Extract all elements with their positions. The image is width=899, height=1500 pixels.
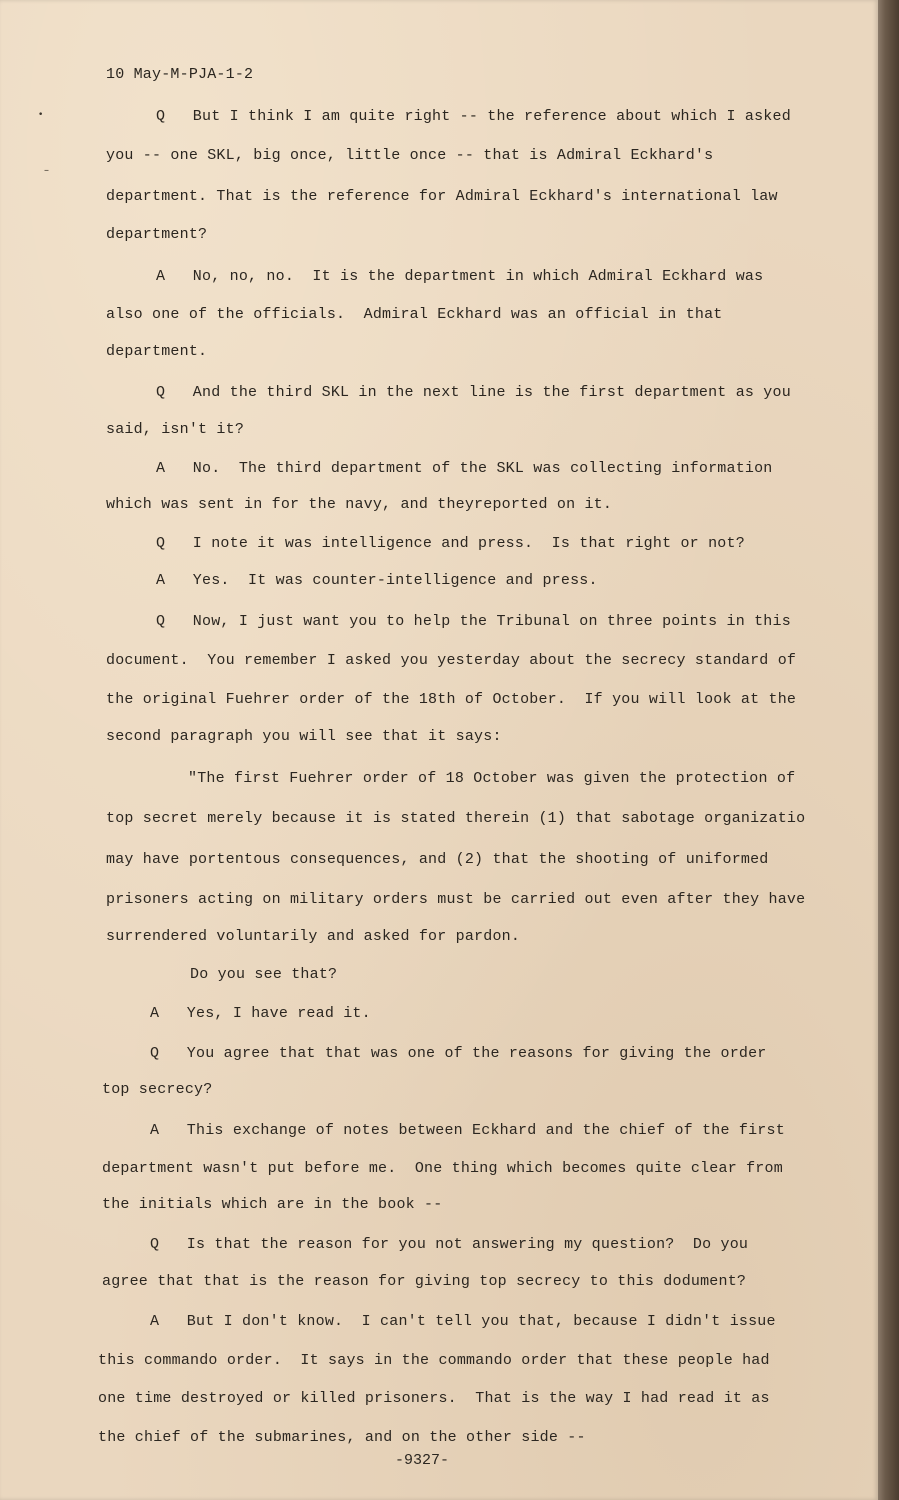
quote-line-1: "The first Fuehrer order of 18 October was given the protection of — [188, 770, 796, 787]
page-edge-shadow — [878, 0, 899, 1500]
text-line-1: Q But I think I am quite right -- the reference about which I asked — [156, 108, 791, 125]
text-line-14: Q Now, I just want you to help the Tribunal on three points in this — [156, 613, 791, 630]
quote-line-5: surrendered voluntarily and asked for pardon. — [106, 928, 521, 945]
margin-mark: • — [38, 110, 44, 120]
text-line-23: Do you see that? — [190, 966, 338, 983]
text-line-33: this commando order. It says in the commando order that these people had — [98, 1352, 770, 1369]
margin-dash: – — [44, 165, 49, 176]
text-line-17: second paragraph you will see that it says: — [106, 728, 502, 745]
text-line-24: A Yes, I have read it. — [150, 1005, 371, 1022]
text-line-7: department. — [106, 343, 208, 360]
quote-line-2: top secret merely because it is stated therein (1) that sabotage organizatio — [106, 810, 806, 827]
text-line-34: one time destroyed or killed prisoners. That is the way I had read it as — [98, 1390, 770, 1407]
text-line-29: the initials which are in the book -- — [102, 1196, 443, 1213]
text-line-30: Q Is that the reason for you not answering my question? Do you — [150, 1236, 749, 1253]
text-line-9: said, isn't it? — [106, 421, 245, 438]
document-reference: 10 May-M-PJA-1-2 — [106, 66, 254, 83]
text-line-5: A No, no, no. It is the department in which Admiral Eckhard was — [156, 268, 764, 285]
text-line-13: A Yes. It was counter-intelligence and press. — [156, 572, 598, 589]
text-line-8: Q And the third SKL in the next line is the first department as you — [156, 384, 791, 401]
text-line-11: which was sent in for the navy, and theyreported on it. — [106, 496, 613, 513]
text-line-25: Q You agree that that was one of the reasons for giving the order — [150, 1045, 767, 1062]
text-line-12: Q I note it was intelligence and press. Is that right or not? — [156, 535, 745, 552]
text-line-10: A No. The third department of the SKL was collecting information — [156, 460, 773, 477]
text-line-15: document. You remember I asked you yesterday about the secrecy standard of — [106, 652, 797, 669]
text-line-26: top secrecy? — [102, 1081, 213, 1098]
page-number: -9327- — [395, 1452, 450, 1469]
text-line-3: department. That is the reference for Admiral Eckhard's international law — [106, 188, 778, 205]
text-line-4: department? — [106, 226, 208, 243]
text-line-2: you -- one SKL, big once, little once -- that is Admiral Eckhard's — [106, 147, 714, 164]
text-line-31: agree that that is the reason for giving top secrecy to this dodument? — [102, 1273, 747, 1290]
text-line-16: the original Fuehrer order of the 18th of October. If you will look at the — [106, 691, 797, 708]
text-line-27: A This exchange of notes between Eckhard and the chief of the first — [150, 1122, 785, 1139]
quote-line-4: prisoners acting on military orders must be carried out even after they have — [106, 891, 806, 908]
text-line-6: also one of the officials. Admiral Eckhard was an official in that — [106, 306, 723, 323]
text-line-32: A But I don't know. I can't tell you that, because I didn't issue — [150, 1313, 776, 1330]
text-line-28: department wasn't put before me. One thing which becomes quite clear from — [102, 1160, 783, 1177]
text-line-35: the chief of the submarines, and on the other side -- — [98, 1429, 586, 1446]
quote-line-3: may have portentous consequences, and (2) that the shooting of uniformed — [106, 851, 769, 868]
